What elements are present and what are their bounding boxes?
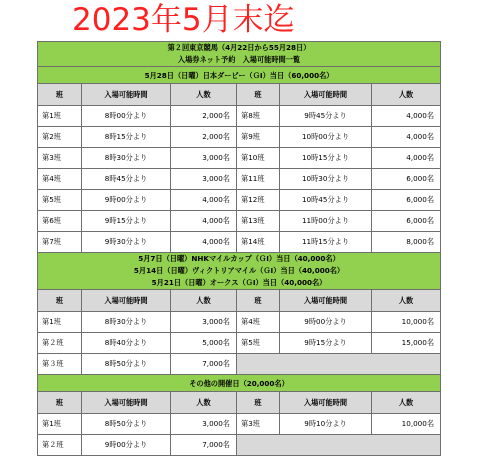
section3-header-row — [38, 392, 441, 414]
table-row: 第6班 9時15分より 4,000名 第13班 11時00分より 6,000名 — [38, 211, 441, 232]
col-header-time: 入場可能時間 — [82, 290, 171, 312]
col-header-time: 入場可能時間 — [280, 84, 372, 106]
table-row: 第4班 8時45分より 3,000名 第11班 10時30分より 6,000名 — [38, 169, 441, 190]
section2-heading-line: 5月14日（日曜）ヴィクトリアマイル（ＧⅠ）当日（40,000名） — [133, 266, 345, 275]
table-title — [38, 42, 441, 67]
col-header-time: 入場可能時間 — [280, 392, 372, 414]
table-row: 第3班 8時30分より 3,000名 第10班 10時15分より 4,000名 — [38, 148, 441, 169]
empty-cell — [237, 435, 441, 456]
col-header-time: 入場可能時間 — [280, 290, 372, 312]
col-header-group: 班 — [237, 392, 280, 414]
date-stamp: 2023年5月末迄 — [72, 2, 295, 38]
col-header-count: 人数 — [372, 392, 441, 414]
col-header-count: 人数 — [171, 290, 237, 312]
table-row: 第1班 8時00分より 2,000名 第8班 9時45分より 4,000名 — [38, 106, 441, 127]
admission-schedule-table — [37, 41, 441, 456]
section2-heading — [38, 253, 441, 290]
table-row: 第5班 9時00分より 4,000名 第12班 10時45分より 6,000名 — [38, 190, 441, 211]
section1-header-row — [38, 84, 441, 106]
col-header-group: 班 — [38, 290, 82, 312]
section2-header-row — [38, 290, 441, 312]
col-header-count: 人数 — [372, 84, 441, 106]
section2-heading-line: 5月21日（日曜）オークス（ＧⅠ）当日（40,000名） — [151, 278, 327, 287]
col-header-count: 人数 — [171, 392, 237, 414]
col-header-time: 入場可能時間 — [82, 392, 171, 414]
col-header-count: 人数 — [372, 290, 441, 312]
col-header-count: 人数 — [171, 84, 237, 106]
table-row: 第1班 8時30分より 3,000名 第4班 9時00分より 10,000名 — [38, 312, 441, 333]
table-row: 第２班 9時00分より 7,000名 — [38, 435, 441, 456]
table-row: 第1班 8時50分より 3,000名 第3班 9時10分より 10,000名 — [38, 414, 441, 435]
table-row: 第３班 8時50分より 7,000名 — [38, 354, 441, 375]
section2-heading-line: 5月7日（日曜）NHKマイルカップ（ＧⅠ）当日（40,000名） — [138, 254, 340, 263]
empty-cell — [237, 354, 441, 375]
title-line-2: 入場券ネット予約 入場可能時間一覧 — [177, 55, 301, 64]
section1-heading: 5月28日（日曜）日本ダービー（ＧⅠ）当日（60,000名） — [38, 67, 441, 84]
col-header-group: 班 — [38, 84, 82, 106]
section3-heading: その他の開催日（20,000名） — [38, 375, 441, 392]
title-line-1: 第２回東京競馬（4月22日から55月28日） — [167, 43, 311, 52]
col-header-group: 班 — [38, 392, 82, 414]
col-header-time: 入場可能時間 — [82, 84, 171, 106]
col-header-group: 班 — [237, 84, 280, 106]
col-header-group: 班 — [237, 290, 280, 312]
table-row: 第7班 9時30分より 4,000名 第14班 11時15分より 8,000名 — [38, 232, 441, 253]
table-row: 第２班 8時40分より 5,000名 第5班 9時15分より 15,000名 — [38, 333, 441, 354]
table-row: 第2班 8時15分より 2,000名 第9班 10時00分より 4,000名 — [38, 127, 441, 148]
